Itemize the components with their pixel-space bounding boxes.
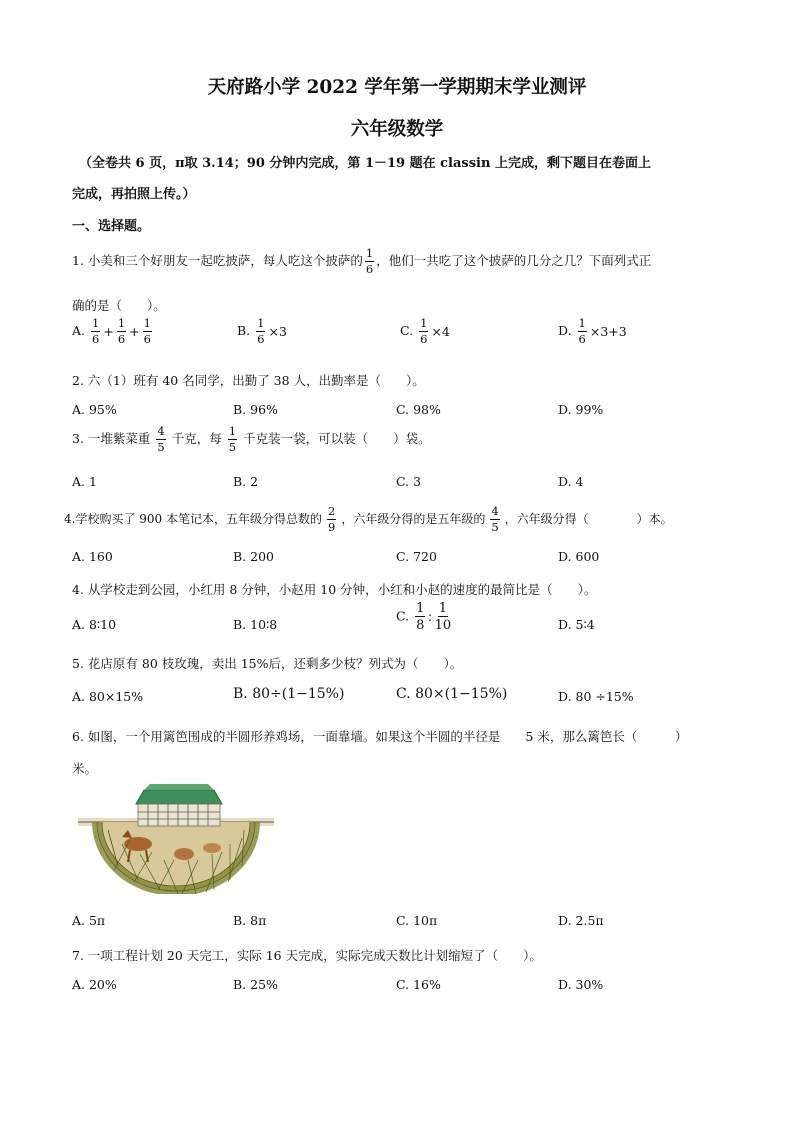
option-a[interactable]: A. $\frac{1}{6}$ + $\frac{1}{6}$ + $\frac{1}{6}$: [72, 316, 151, 346]
question-4b: 4. 从学校走到公园，小红用 8 分钟，小赵用 10 分钟，小红和小赵的速度的最简比是（ ）。: [72, 582, 597, 597]
roof: [136, 790, 222, 804]
option-d[interactable]: D. 4: [558, 474, 584, 489]
question-3: 3. 一堆紫菜重 $\frac{4}{5}$ 千克，每 $\frac{1}{5}$ 千克装一袋，可以装（ ）袋。: [72, 424, 431, 454]
page-subtitle: 六年级数学: [350, 119, 444, 140]
option-c[interactable]: C. 98%: [396, 402, 441, 417]
option-b[interactable]: B. 8π: [233, 913, 267, 928]
option-c[interactable]: C. 80×(1−15%): [396, 686, 508, 702]
option-c[interactable]: C. $\frac{1}{8}$ ∶ $\frac{1}{10}$: [396, 601, 452, 633]
exam-note-line2: 完成，再拍照上传。）: [72, 187, 196, 202]
question-1: [72, 248, 651, 275]
page-title: 天府路小学 2022 学年第一学期期末学业测评: [207, 77, 587, 98]
option-d[interactable]: D. 99%: [558, 402, 604, 417]
option-d[interactable]: D. 2.5π: [558, 913, 604, 928]
fraction: $\frac{1}{6}$: [365, 246, 374, 276]
option-b[interactable]: B. $\frac{1}{6}$ ×3: [237, 316, 287, 346]
option-a[interactable]: A. 80×15%: [72, 689, 144, 704]
question-1-cont: 确的是（ ）。: [72, 298, 166, 313]
option-a[interactable]: A. 20%: [72, 977, 117, 992]
question-4a: 4.学校购买了 900 本笔记本，五年级分得总数的 $\frac{2}{9}$ ，六年级分得的是五年级的 $\frac{4}{5}$ ，六年级分得（ ）本。: [64, 504, 673, 534]
option-b[interactable]: B. 80÷(1−15%): [233, 686, 345, 702]
option-d[interactable]: D. 600: [558, 549, 600, 564]
section-heading: 一、选择题。: [72, 219, 151, 234]
question-1-text: ，他们一共吃了这个披萨的几分之几？下面列式正: [376, 253, 652, 268]
option-b[interactable]: B. 25%: [233, 977, 278, 992]
roof-top: [144, 784, 214, 790]
question-2: 2. 六（1）班有 40 名同学，出勤了 38 人，出勤率是（ ）。: [72, 373, 425, 388]
option-b[interactable]: B. 200: [233, 549, 274, 564]
option-c[interactable]: C. 10π: [396, 913, 438, 928]
horse: [203, 843, 221, 853]
option-c[interactable]: C. 16%: [396, 977, 441, 992]
question-1-text: 1. 小美和三个好朋友一起吃披萨，每人吃这个披萨的: [72, 253, 363, 268]
option-b[interactable]: B. 2: [233, 474, 259, 489]
question-6-cont: 米。: [72, 761, 98, 776]
option-c[interactable]: C. 3: [396, 474, 422, 489]
option-a[interactable]: A. 1: [72, 474, 97, 489]
question-5: 5. 花店原有 80 枝玫瑰，卖出 15%后，还剩多少枝？列式为（ ）。: [72, 656, 463, 671]
option-a[interactable]: A. 160: [72, 549, 113, 564]
option-b[interactable]: B. 10∶8: [233, 617, 278, 632]
option-d[interactable]: D. $\frac{1}{6}$ ×3+3: [558, 316, 627, 346]
option-a[interactable]: A. 95%: [72, 402, 117, 417]
option-c[interactable]: C. 720: [396, 549, 437, 564]
exam-note-line1: （全卷共 6 页，π取 3.14；90 分钟内完成，第 1－19 题在 classin 上完成，剩下题目在卷面上: [79, 156, 651, 171]
option-c[interactable]: C. $\frac{1}{6}$ ×4: [400, 316, 450, 346]
question-7: 7. 一项工程计划 20 天完工，实际 16 天完成，实际完成天数比计划缩短了（ ）。: [72, 948, 542, 963]
chicken-farm-image: [78, 782, 274, 894]
option-a[interactable]: A. 5π: [72, 913, 106, 928]
question-6: 6. 如图，一个用篱笆围成的半圆形养鸡场，一面靠墙。如果这个半圆的半径是 5 米，那么篱笆长（ ）: [72, 729, 688, 744]
horse: [174, 848, 194, 860]
option-d[interactable]: D. 30%: [558, 977, 604, 992]
option-a[interactable]: A. 8∶10: [72, 617, 117, 632]
option-d[interactable]: D. 5∶4: [558, 617, 595, 632]
option-d[interactable]: D. 80 ÷15%: [558, 689, 634, 704]
option-b[interactable]: B. 96%: [233, 402, 278, 417]
